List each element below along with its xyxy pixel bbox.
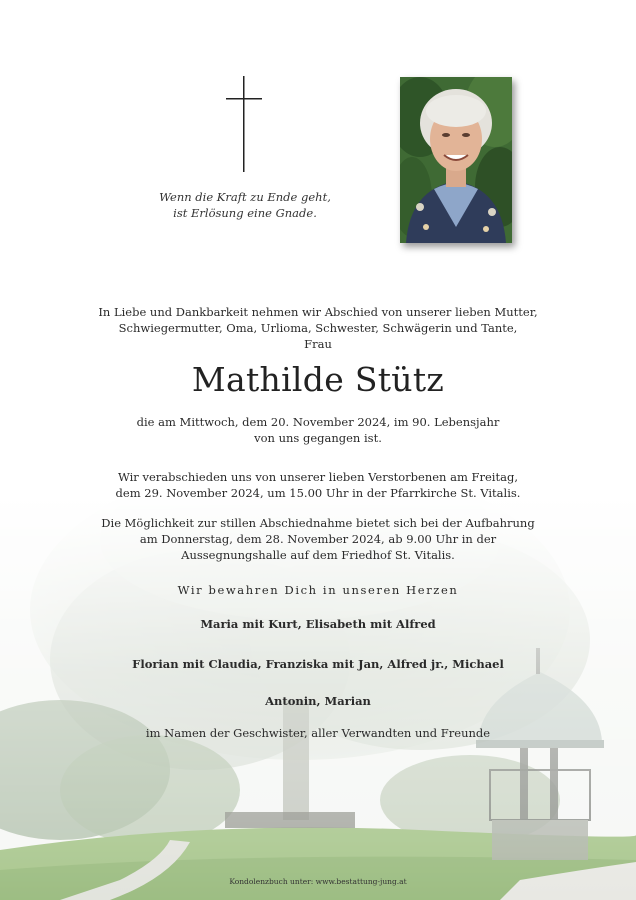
farewell-line-2: dem 29. November 2024, um 15.00 Uhr in der Pfarrkirche St. Vitalis. xyxy=(115,486,521,500)
farewell-line-1: Wir verabschieden uns von unserer lieben Verstorbenen am Freitag, xyxy=(118,470,518,484)
viewing-text xyxy=(60,515,576,563)
cross-icon xyxy=(226,76,262,172)
death-line-2: von uns gegangen ist. xyxy=(254,431,382,445)
mourner-line: Florian mit Claudia, Franziska mit Jan, Alfred jr., Michael xyxy=(132,657,504,671)
death-notice xyxy=(60,414,576,446)
viewing-line-2: am Donnerstag, dem 28. November 2024, ab 9.00 Uhr in der xyxy=(139,532,497,546)
death-line-1: die am Mittwoch, dem 20. November 2024, im 90. Lebensjahr xyxy=(136,415,500,429)
intro-line-2: Schwiegermutter, Oma, Urlioma, Schwester, Schwägerin und Tante, xyxy=(118,321,518,335)
intro-text xyxy=(60,304,576,352)
mourner-line: Maria mit Kurt, Elisabeth mit Alfred xyxy=(200,617,436,631)
closing-line: im Namen der Geschwister, aller Verwandten und Freunde xyxy=(145,726,491,740)
motto-line-1: Wenn die Kraft zu Ende geht, xyxy=(159,190,331,204)
motto xyxy=(150,189,340,221)
viewing-line-3: Aussegnungshalle auf dem Friedhof St. Vitalis. xyxy=(181,548,455,562)
footer-condolence-link[interactable]: Kondolenzbuch unter: www.bestattung-jung.at xyxy=(229,877,407,886)
mourner-line: Antonin, Marian xyxy=(265,694,371,708)
deceased-name: Mathilde Stütz xyxy=(191,360,445,399)
farewell-text xyxy=(60,469,576,501)
intro-line-1: In Liebe und Dankbarkeit nehmen wir Abschied von unserer lieben Mutter, xyxy=(98,305,538,319)
intro-line-3: Frau xyxy=(304,337,332,351)
portrait-photo xyxy=(400,77,512,243)
heart-line: Wir bewahren Dich in unseren Herzen xyxy=(177,583,459,597)
motto-line-2: ist Erlösung eine Gnade. xyxy=(173,206,317,220)
viewing-line-1: Die Möglichkeit zur stillen Abschiednahme bietet sich bei der Aufbahrung xyxy=(101,516,535,530)
